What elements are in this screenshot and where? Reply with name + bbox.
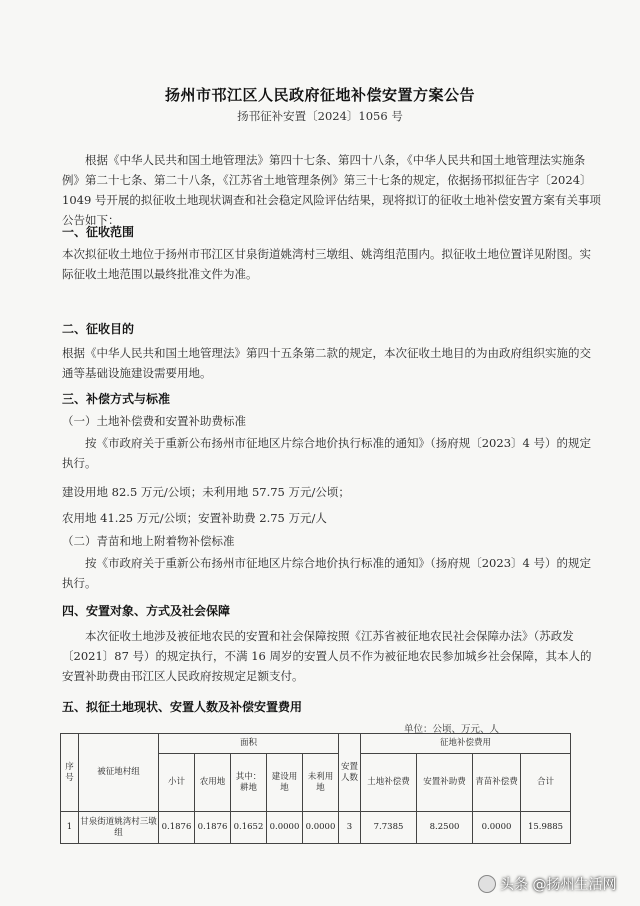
- header-fees: 征地补偿费用: [361, 734, 571, 754]
- table-header-row-1: [61, 734, 571, 754]
- cell-farmland: 0.1876: [195, 812, 231, 844]
- cell-arable: 0.1652: [231, 812, 267, 844]
- document-title: 扬州市邗江区人民政府征地补偿安置方案公告: [164, 86, 475, 104]
- header-total: 合计: [521, 754, 571, 812]
- section-3-sub2-text: 按《市政府关于重新公布扬州市征地区片综合地价执行标准的通知》（扬府规〔2023〕4 号）的规定执行。: [62, 556, 591, 590]
- section-3-sub1: （一）土地补偿费和安置补助费标准: [62, 414, 246, 428]
- header-resettlement: 安置补助费: [417, 754, 473, 812]
- section-1-heading: 一、征收范围: [62, 225, 135, 239]
- section-2-text: 根据《中华人民共和国土地管理法》第四十五条第二款的规定，本次征收土地目的为由政府组织实施的交通等基础设施建设需要用地。: [62, 346, 591, 380]
- table-row: [61, 812, 571, 844]
- header-people: 安置人数: [339, 734, 361, 812]
- cell-people: 3: [339, 812, 361, 844]
- avatar-icon: [478, 875, 496, 893]
- cell-crops: 0.0000: [473, 812, 521, 844]
- watermark-text: 头条 @扬州生活网: [500, 877, 617, 893]
- cell-land-compensation: 7.7385: [361, 812, 417, 844]
- table-unit-label: 单位：公顷、万元、人: [404, 724, 500, 735]
- header-village-group: 被征地村组: [79, 734, 159, 812]
- section-2-heading: 二、征收目的: [62, 322, 135, 336]
- section-1-text: 本次拟征收土地位于扬州市邗江区甘泉街道姚湾村三墩组、姚湾组范围内。拟征收土地位置详见附图。实际征收土地范围以最终批准文件为准。: [62, 247, 591, 281]
- compensation-table: [60, 733, 571, 844]
- section-5-heading: 五、拟征土地现状、安置人数及补偿安置费用: [62, 700, 303, 714]
- rates-line-1: 建设用地 82.5 万元/公顷；未利用地 57.75 万元/公顷；: [62, 485, 350, 499]
- watermark: [478, 874, 616, 894]
- section-3-heading: 三、补偿方式与标准: [62, 392, 171, 406]
- header-unused: 未利用地: [303, 754, 339, 812]
- rates-line-2: 农用地 41.25 万元/公顷；安置补助费 2.75 万元/人: [62, 511, 327, 525]
- cell-seq: 1: [61, 812, 79, 844]
- header-seq: 序号: [61, 734, 79, 812]
- cell-subtotal: 0.1876: [159, 812, 195, 844]
- section-4-text: 本次征收土地涉及被征地农民的安置和社会保障按照《江苏省被征地农民社会保障办法》（苏政发〔2021〕87 号）的规定执行，不满 16 周岁的安置人员不作为被征地农民参加城乡社会保障，其本人的安置补助费由邗江区人民政府按规定足额支付。: [62, 629, 592, 683]
- section-4-heading: 四、安置对象、方式及社会保障: [62, 604, 231, 618]
- cell-total: 15.9885: [521, 812, 571, 844]
- cell-construction: 0.0000: [267, 812, 303, 844]
- header-area: 面积: [159, 734, 339, 754]
- header-subtotal: 小计: [159, 754, 195, 812]
- intro-paragraph: 根据《中华人民共和国土地管理法》第四十七条、第四十八条，《中华人民共和国土地管理法实施条例》第二十七条、第二十八条，《江苏省土地管理条例》第三十七条的规定，依据扬邗拟征告字〔2024〕1049 号开展的拟征收土地现状调查和社会稳定风险评估结果，现将拟订的征收土地补偿安置方案有关事项公告如下：: [62, 153, 601, 227]
- cell-unused: 0.0000: [303, 812, 339, 844]
- cell-resettlement: 8.2500: [417, 812, 473, 844]
- document-number: 扬邗征补安置〔2024〕1056 号: [237, 109, 403, 123]
- header-arable: 其中：耕地: [231, 754, 267, 812]
- header-crops: 青苗补偿费: [473, 754, 521, 812]
- section-3-sub2: （二）青苗和地上附着物补偿标准: [62, 534, 235, 548]
- cell-village-group: 甘泉街道姚湾村三墩组: [79, 812, 159, 844]
- header-construction: 建设用地: [267, 754, 303, 812]
- header-farmland: 农用地: [195, 754, 231, 812]
- header-land-compensation: 土地补偿费: [361, 754, 417, 812]
- section-3-sub1-text: 按《市政府关于重新公布扬州市征地区片综合地价执行标准的通知》（扬府规〔2023〕4 号）的规定执行。: [62, 436, 591, 470]
